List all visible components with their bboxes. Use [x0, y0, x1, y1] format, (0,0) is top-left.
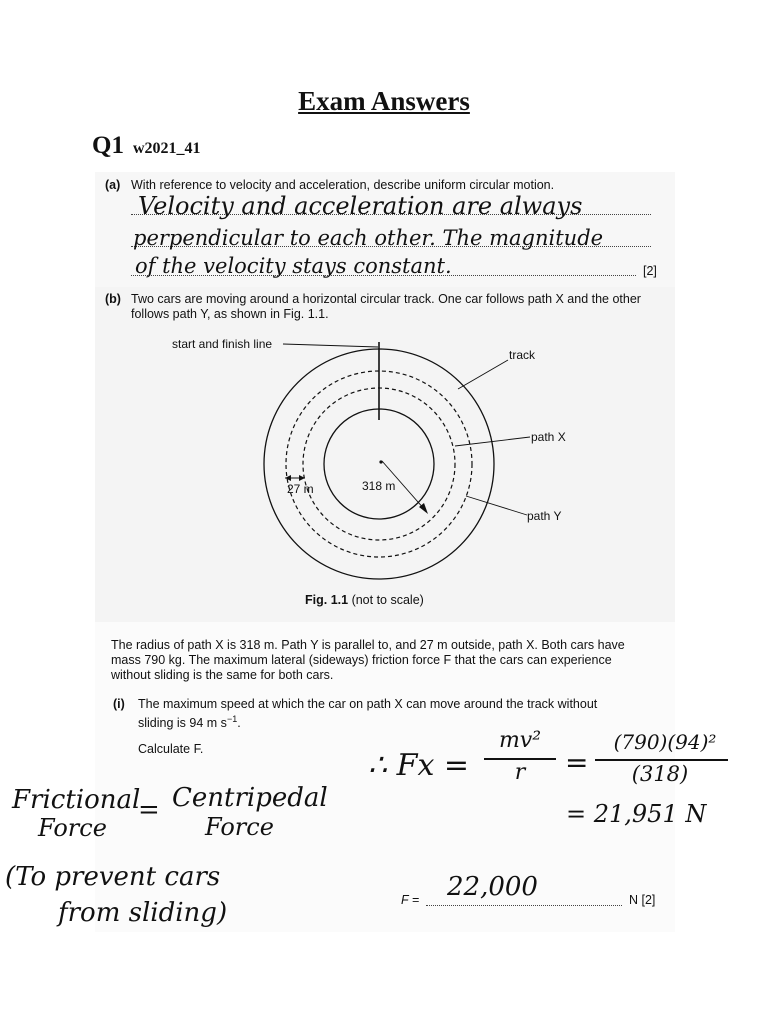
answer-prefix: F =	[401, 893, 420, 907]
path-y-leader	[466, 496, 527, 515]
hw-final-answer: 22,000	[447, 872, 538, 902]
question-speed-exponent: −1	[226, 714, 238, 724]
question-speed-text: sliding is 94 m s	[138, 716, 227, 731]
part-a-question: With reference to velocity and acceleration, describe uniform circular motion.	[131, 178, 555, 192]
question-speed-end: .	[237, 716, 241, 731]
hw-fraction-1-denominator: r	[514, 760, 526, 785]
figure-label-track: track	[509, 348, 536, 362]
part-b-body-line-1: The radius of path X is 318 m. Path Y is parallel to, and 27 m outside, path X. Both cars have	[111, 638, 625, 652]
handwritten-answer-line-3: of the velocity stays constant.	[135, 254, 452, 278]
track-leader	[458, 360, 508, 389]
figure-label-start-finish: start and finish line	[172, 337, 273, 351]
answer-line	[426, 905, 622, 906]
hw-fraction-2-denominator: (318)	[631, 762, 689, 786]
figure-label-gap: 27 m	[287, 482, 314, 496]
paper-code: w2021_41	[133, 140, 201, 157]
track-inner-edge	[324, 409, 434, 519]
handwritten-answer-line-2: perpendicular to each other. The magnitude	[133, 226, 604, 250]
part-b-intro-line-1: Two cars are moving around a horizontal circular track. One car follows path X and the other	[131, 292, 641, 306]
part-a-label: (a)	[105, 178, 121, 192]
center-point	[379, 460, 382, 463]
part-b-i-question-line-2	[138, 712, 241, 731]
part-b-intro-line-2: follows path Y, as shown in Fig. 1.1.	[131, 307, 329, 321]
part-b-body-line-2: mass 790 kg. The maximum lateral (sideways) friction force F that the cars can experience	[111, 653, 612, 667]
part-a-marks: [2]	[643, 264, 657, 278]
hw-note-equals: =	[138, 795, 160, 825]
handwritten-answer-line-1: Velocity and acceleration are always	[138, 192, 583, 220]
answer-unit-marks: N [2]	[629, 893, 656, 907]
hw-equation-equals: =	[565, 746, 589, 779]
page-title: Exam Answers	[298, 86, 470, 116]
hw-note-force-2: Force	[205, 813, 274, 841]
hw-equation-lhs: ∴ Fx =	[368, 748, 470, 783]
part-b-body-line-3: without sliding is the same for both cars.	[111, 668, 334, 682]
figure-label-radius: 318 m	[362, 479, 396, 493]
part-b-i-label: (i)	[113, 697, 125, 711]
hw-fraction-2-bar	[595, 759, 728, 761]
figure-caption	[305, 593, 424, 608]
hw-note-reason-1: (To prevent cars	[5, 862, 221, 892]
part-b-i-instruction: Calculate F.	[138, 742, 204, 756]
hw-note-frictional: Frictional	[12, 785, 141, 815]
figure-label-path-y: path Y	[527, 509, 562, 523]
hw-fraction-2-numerator: (790)(94)²	[613, 730, 717, 754]
figure-caption-number: Fig. 1.1	[305, 593, 349, 607]
figure-caption-note: (not to scale)	[351, 593, 424, 607]
question-number: Q1	[92, 132, 124, 159]
hw-note-force-1: Force	[38, 814, 107, 842]
start-finish-leader	[283, 344, 378, 347]
figure-label-path-x: path X	[531, 430, 566, 444]
hw-equation-result: = 21,951 N	[566, 800, 707, 828]
hw-fraction-1-numerator: mv²	[498, 728, 542, 753]
hw-note-reason-2: from sliding)	[58, 898, 228, 928]
hw-note-centripedal: Centripedal	[172, 783, 328, 813]
part-b-label: (b)	[105, 292, 121, 306]
part-b-i-question-line-1: The maximum speed at which the car on path X can move around the track without	[138, 697, 598, 711]
